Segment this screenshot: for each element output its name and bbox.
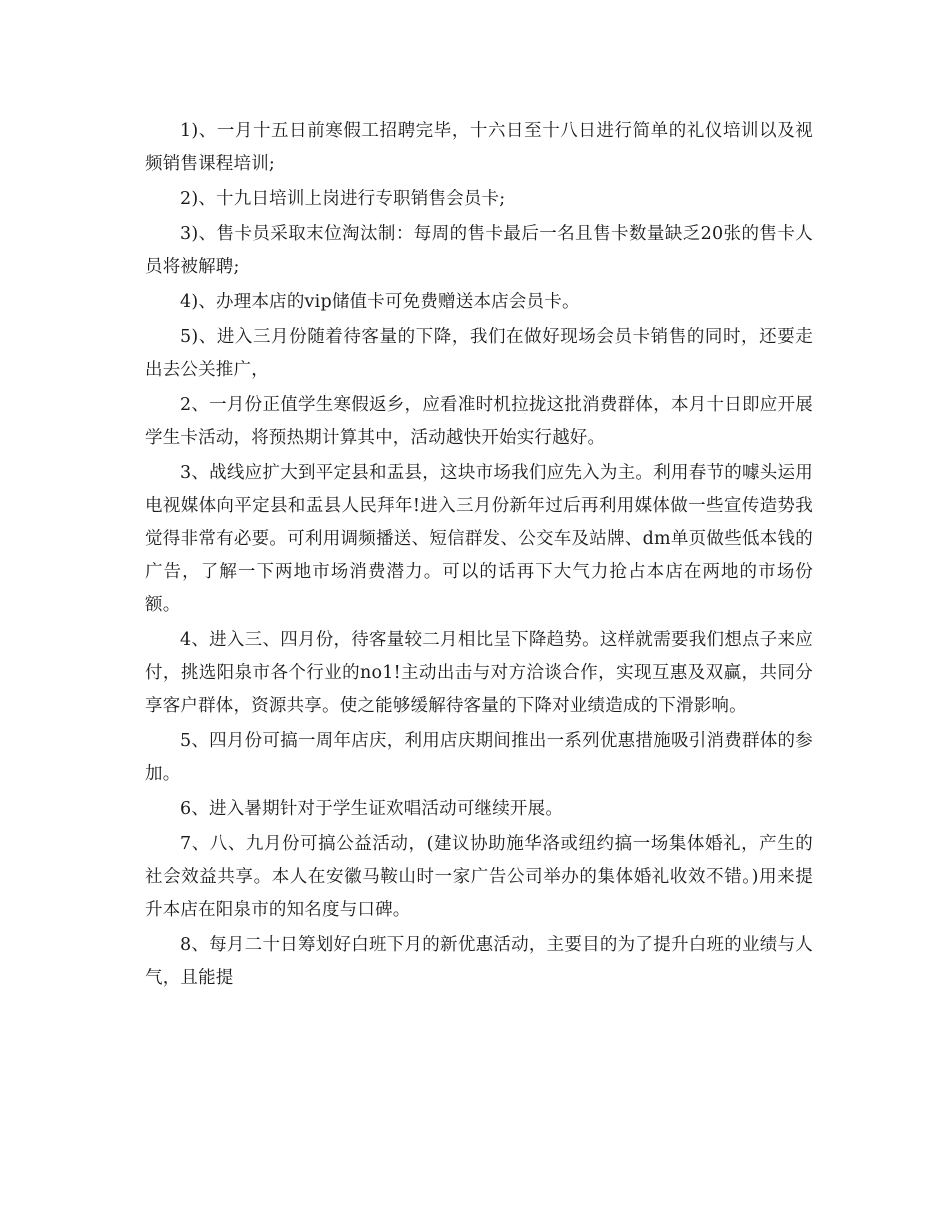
- paragraph-6: 2、一月份正值学生寒假返乡，应看准时机拉拢这批消费群体，本月十日即应开展学生卡活动，将预热期计算其中，活动越快开始实行越好。: [145, 395, 813, 448]
- paragraph-4: 4)、办理本店的vip储值卡可免费赠送本店会员卡。: [180, 292, 580, 312]
- paragraph-12: 8、每月二十日筹划好白班下月的新优惠活动，主要目的为了提升白班的业绩与人气，且能提: [145, 935, 813, 988]
- paragraph-7: 3、战线应扩大到平定县和盂县，这块市场我们应先入为主。利用春节的噱头运用电视媒体向平定县和盂县人民拜年!进入三月份新年过后再利用媒体做一些宣传造势我觉得非常有必要。可利用调频播送、短信群发、公交车及站牌、dm单页做些低本钱的广告，了解一下两地市场消费潜力。可以的话再下大气力抢占本店在两地的市场份额。: [145, 463, 813, 615]
- paragraph-11: 7、八、九月份可搞公益活动，(建议协助施华洛或纽约搞一场集体婚礼，产生的社会效益共享。本人在安徽马鞍山时一家广告公司举办的集体婚礼收效不错。)用来提升本店在阳泉市的知名度与口碑。: [145, 834, 813, 920]
- paragraph-8: 4、进入三、四月份，待客量较二月相比呈下降趋势。这样就需要我们想点子来应付，挑选阳泉市各个行业的no1!主动出击与对方洽谈合作，实现互惠及双赢，共同分享客户群体，资源共享。使之能够缓解待客量的下降对业绩造成的下滑影响。: [145, 630, 813, 716]
- document-body: [145, 115, 813, 997]
- paragraph-9: 5、四月份可搞一周年店庆，利用店庆期间推出一系列优惠措施吸引消费群体的参加。: [145, 731, 813, 784]
- paragraph-2: 2)、十九日培训上岗进行专职销售会员卡;: [180, 189, 506, 209]
- paragraph-1: 1)、一月十五日前寒假工招聘完毕，十六日至十八日进行简单的礼仪培训以及视频销售课程培训;: [145, 121, 813, 174]
- paragraph-3: 3)、售卡员采取末位淘汰制：每周的售卡最后一名且售卡数量缺乏20张的售卡人员将被解聘;: [145, 224, 813, 277]
- paragraph-5: 5)、进入三月份随着待客量的下降，我们在做好现场会员卡销售的同时，还要走出去公关推广，: [145, 327, 813, 380]
- paragraph-10: 6、进入暑期针对于学生证欢唱活动可继续开展。: [180, 799, 564, 819]
